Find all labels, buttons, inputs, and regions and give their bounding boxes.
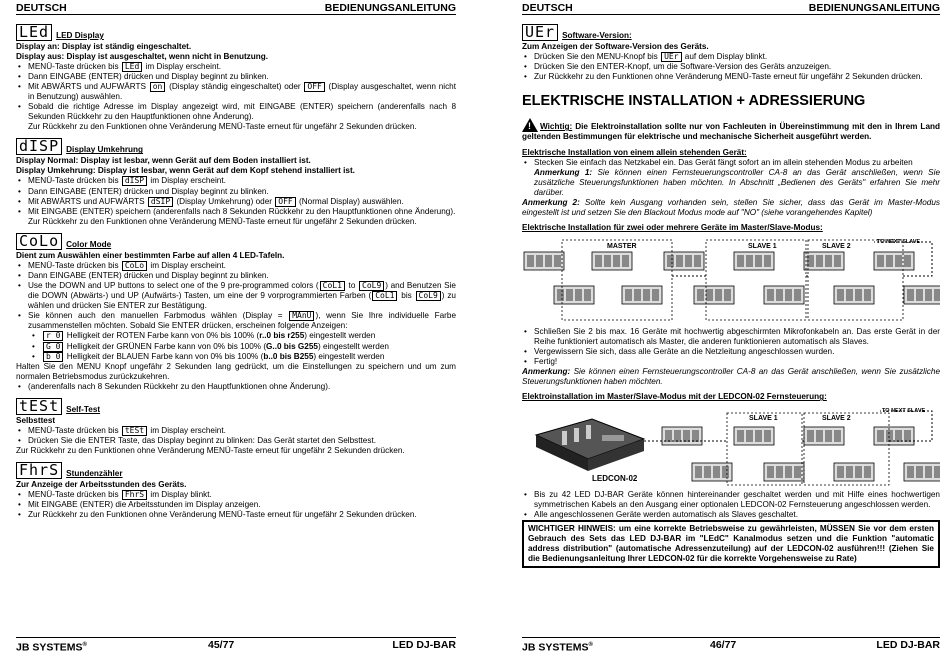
note: Anmerkung: Sie können einen Fernsteuerungscontroller CA-8 an das Gerät anschließen, wenn Sie zusätzliche Steuerungsfunktionen haben möchten. bbox=[522, 367, 940, 387]
led-bar-unit-icon bbox=[662, 427, 702, 445]
lcd-test-icon: tESt bbox=[16, 398, 62, 415]
list-item: • Dann EINGABE (ENTER) drücken und Display beginnt zu blinken. bbox=[16, 271, 456, 281]
led-bar-unit-icon bbox=[694, 286, 734, 304]
page-header bbox=[522, 2, 940, 15]
led-bar-unit-icon bbox=[622, 286, 662, 304]
lcd-disp-icon: dISP bbox=[16, 138, 62, 155]
section-software-version bbox=[522, 24, 940, 82]
header-language: DEUTSCH bbox=[522, 2, 573, 14]
note-2: Anmerkung 2: Sollte kein Ausgang vorhanden sein, stellen Sie sicher, dass das Gerät im Master-Modus eingestellt ist und setzen Sie den Blackout Modus mode auf "NO" (siehe vorangehendes Kapitel) bbox=[522, 198, 940, 218]
lcd-inline: UEr bbox=[661, 52, 681, 62]
desc-line: Zur Anzeige der Arbeitsstunden des Geräts. bbox=[16, 480, 187, 490]
master-label: MASTER bbox=[607, 243, 637, 251]
led-bar-unit-icon bbox=[874, 252, 914, 270]
section-title: LED Display bbox=[56, 31, 104, 40]
lcd-version-icon: UEr bbox=[522, 24, 558, 41]
list-item: • r 0 Helligkeit der ROTEN Farbe kann von 0% bis 100% (r..0 bis r255) eingestellt werden bbox=[16, 331, 456, 341]
led-bar-unit-icon bbox=[734, 427, 774, 445]
right-body bbox=[522, 24, 940, 568]
important-notice: WICHTIGER HINWEIS: um eine korrekte Betriebsweise zu gewährleisten, MÜSSEN Sie vor dem ersten Gebrauch des Sets das LED DJ-BAR im "LEdC" Kanalmodus setzen und die Funktion "automatic address distribution" (automatische Adressenzuteilung) auf der LEDCON-02 ausführen!!! (Ziehen Sie die Bedienungsanleitung Ihrer LEDCON-02 für die korrekte Vorgehensweise zu Rate) bbox=[522, 520, 940, 568]
desc-line: Display Umkehrung: Display ist lesbar, wenn Gerät auf dem Kopf stehend installiert ist. bbox=[16, 166, 355, 176]
chapter-title: ELEKTRISCHE INSTALLATION + ADRESSIERUNG bbox=[522, 93, 866, 110]
list-item: • Schließen Sie 2 bis max. 16 Geräte mit hochwertig abgeschirmten Mikrofonkabeln an. Das erste Gerät in der Reihe funktioniert automatisch als Master, die anderen funktionieren automatisch als Slaves. bbox=[522, 327, 940, 347]
led-bar-unit-icon bbox=[834, 286, 874, 304]
lcd-hours-icon: FhrS bbox=[16, 462, 62, 479]
subsection-title: Elektrische Installation von einem allein stehenden Gerät: bbox=[522, 148, 747, 158]
header-language: DEUTSCH bbox=[16, 2, 67, 14]
next-slave-label: TO NEXT SLAVE bbox=[877, 239, 921, 246]
list-item: • Vergewissern Sie sich, dass alle Geräte an die Netzleitung angeschlossen wurden. bbox=[522, 347, 940, 357]
section-led-display bbox=[16, 24, 456, 132]
return-note: Zur Rückkehr zu den Funktionen ohne Veränderung MENÜ-Taste erneut für ungefähr 2 Sekunden drücken. bbox=[16, 446, 405, 456]
footer-page-number: 45/77 bbox=[208, 639, 235, 651]
footer-brand: JB SYSTEMS® bbox=[16, 641, 87, 654]
list-item: • G 0 Helligkeit der GRÜNEN Farbe kann von 0% bis 100% (G..0 bis G255) eingestellt werden bbox=[16, 342, 456, 352]
lcd-inline: CoL9 bbox=[416, 291, 441, 301]
section-title: Display Umkehrung bbox=[66, 145, 144, 155]
section-self-test bbox=[16, 398, 456, 456]
lcd-inline: CoL1 bbox=[320, 281, 345, 291]
page-footer bbox=[522, 637, 940, 652]
list-item: • MENÜ-Taste drücken bis FhrS im Display blinkt. bbox=[16, 490, 456, 500]
list-item: • Mit EINGABE (ENTER) speichern (anderenfalls nach 8 Sekunden Rückkehr zu den Hauptfunktionen ohne Änderung). bbox=[16, 207, 456, 217]
hold-note: Halten Sie den MENU Knopf ungefähr 2 Sekunden lang gedrückt, um die Einstellungen zu speichern und um zum normalen Betriebsmodus zurückzukehren. bbox=[16, 361, 456, 381]
section-color-mode bbox=[16, 233, 456, 392]
subsection-title: Elektroinstallation im Master/Slave-Modus mit der LEDCON-02 Fernsteuerung: bbox=[522, 392, 827, 402]
list-item: • (anderenfalls nach 8 Sekunden Rückkehr zu den Hauptfunktionen ohne Änderung). bbox=[16, 382, 456, 392]
lcd-inline: dSIP bbox=[148, 197, 173, 207]
list-item: • MENÜ-Taste drücken bis CoLo im Display erscheint. bbox=[16, 261, 456, 271]
lcd-inline: CoL1 bbox=[372, 291, 397, 301]
led-bar-unit-icon bbox=[874, 427, 914, 445]
note-1: Anmerkung 1: Sie können einen Fernsteuerungscontroller CA-8 an das Gerät anschließen, wenn Sie zusätzliche Steuerungsfunktionen haben möchten. In Abschnitt „Bedienen des Geräts" erfahren Sie mehr darüber. bbox=[534, 168, 940, 198]
list-item: • Stecken Sie einfach das Netzkabel ein. Das Gerät fängt sofort an im allein stehenden Modus zu arbeiten bbox=[522, 158, 940, 168]
page-header bbox=[16, 2, 456, 15]
led-bar-unit-icon bbox=[692, 463, 732, 481]
lcd-inline: MAnU bbox=[289, 311, 314, 321]
section-display-inversion bbox=[16, 138, 456, 226]
led-bar-unit-icon bbox=[764, 286, 804, 304]
desc-line: Display Normal: Display ist lesbar, wenn Gerät auf dem Boden installiert ist. bbox=[16, 156, 311, 166]
lcd-inline: FhrS bbox=[122, 490, 147, 500]
desc-line: Display an: Display ist ständig eingeschaltet. bbox=[16, 42, 192, 51]
section-hours bbox=[16, 462, 456, 520]
list-item: • MENÜ-Taste drücken bis LEd im Display erscheint. bbox=[16, 62, 456, 72]
ledcon-wiring bbox=[522, 405, 940, 487]
ledcon-controller-icon bbox=[536, 419, 644, 471]
lcd-inline: tESt bbox=[122, 426, 147, 436]
list-item: • Zur Rückkehr zu den Funktionen ohne Veränderung MENÜ-Taste erneut für ungefähr 2 Sekunden drücken. bbox=[522, 72, 940, 82]
list-item: • MENÜ-Taste drücken bis dISP im Display erscheint. bbox=[16, 176, 456, 186]
list-item: • Sie können auch den manuellen Farbmodus wählen (Display = MAnU ), wenn Sie Ihre individuelle Farbe zusammenstellen möchten. Sobald Sie ENTER drücken, erscheinen folgende Anzeigen: bbox=[16, 311, 456, 331]
ledcon-diagram bbox=[522, 405, 940, 487]
list-item: • Bis zu 42 LED DJ-BAR Geräte können hintereinander geschaltet werden und mit Hilfe eines hochwertigen symmetrischen Kabels an den Ausgang einer optionalen LEDCON-02 Fernsteuerung angeschlossen werden. bbox=[522, 490, 940, 510]
list-item: • Mit EINGABE (ENTER) die Arbeitsstunden im Display anzeigen. bbox=[16, 500, 456, 510]
list-item: • Fertig! bbox=[522, 357, 940, 367]
led-bar-unit-icon bbox=[834, 463, 874, 481]
list-item: • Drücken Sie die ENTER Taste, das Display beginnt zu blinken: Das Gerät startet den Selbsttest. bbox=[16, 436, 456, 446]
list-item: • Mit ABWÄRTS und AUFWÄRTS dSIP (Display Umkehrung) oder OFF (Normal Display) auswählen. bbox=[16, 197, 456, 207]
list-item: • b 0 Helligkeit der BLAUEN Farbe kann von 0% bis 100% (b..0 bis B255) eingestellt werden bbox=[16, 352, 456, 362]
warning-paragraph: ! Wichtig: Die Elektroinstallation sollte nur von Fachleuten in Übereinstimmung mit den in Ihrem Land geltenden Bestimmungen für elektrische und mechanische Sicherheit ausgeführt werden. bbox=[522, 118, 940, 142]
slave1-label: SLAVE 1 bbox=[749, 415, 778, 423]
list-item: • Zur Rückkehr zu den Funktionen ohne Veränderung MENÜ-Taste erneut für ungefähr 2 Sekunden drücken. bbox=[16, 510, 456, 520]
list-item: • Dann EINGABE (ENTER) drücken und Display beginnt zu blinken. bbox=[16, 187, 456, 197]
lcd-led-icon: LEd bbox=[16, 24, 52, 41]
right-page bbox=[522, 0, 940, 654]
lcd-inline: dISP bbox=[122, 176, 147, 186]
led-bar-unit-icon bbox=[664, 252, 704, 270]
master-slave-wiring bbox=[522, 236, 940, 324]
section-title: Software-Version: bbox=[562, 31, 632, 40]
list-item: • Mit ABWÄRTS und AUFWÄRTS on (Display ständig eingeschaltet) oder OFF (Display ausgeschaltet, wenn nicht in Benutzung) auswählen. bbox=[16, 82, 456, 102]
footer-brand: JB SYSTEMS® bbox=[522, 641, 593, 654]
lcd-inline: CoL9 bbox=[359, 281, 384, 291]
section-title: Stundenzähler bbox=[66, 469, 123, 479]
led-bar-unit-icon bbox=[554, 286, 594, 304]
slave2-label: SLAVE 2 bbox=[822, 243, 851, 251]
controller-label: LEDCON-02 bbox=[592, 474, 638, 484]
lcd-inline: OFF bbox=[304, 82, 324, 92]
led-bar-unit-icon bbox=[804, 252, 844, 270]
lcd-color-icon: CoLo bbox=[16, 233, 62, 250]
lcd-inline: r 0 bbox=[43, 331, 63, 341]
slave2-label: SLAVE 2 bbox=[822, 415, 851, 423]
master-slave-diagram bbox=[522, 236, 940, 324]
next-slave-label: TO NEXT SLAVE bbox=[882, 408, 926, 415]
page-footer bbox=[16, 637, 456, 652]
header-title: BEDIENUNGSANLEITUNG bbox=[808, 2, 940, 14]
return-note: Zur Rückkehr zu den Funktionen ohne Veränderung MENÜ-Taste erneut für ungefähr 2 Sekunden drücken. bbox=[28, 122, 417, 132]
led-bar-unit-icon bbox=[904, 463, 940, 481]
lcd-inline: CoLo bbox=[122, 261, 147, 271]
lcd-inline: G 0 bbox=[43, 342, 63, 352]
section-title: Self-Test bbox=[66, 404, 101, 414]
left-body bbox=[16, 24, 456, 526]
warning-icon: ! bbox=[522, 118, 538, 132]
list-item: • Drücken Sie den ENTER-Knopf, um die Software-Version des Geräts anzuzeigen. bbox=[522, 62, 940, 72]
list-item: • Use the DOWN and UP buttons to select one of the 9 pre-programmed colors ( CoL1 to CoL9 ) and Benutzen Sie die DOWN (Abwärts-) und UP (Aufwärts-) Tasten, um eine der 9 vorprogrammierten Farben ( CoL1 bis CoL9 ) zu wählen und drücken Sie ENTER zur Bestätigung. bbox=[16, 281, 456, 311]
led-bar-unit-icon bbox=[764, 463, 804, 481]
section-title: Color Mode bbox=[66, 239, 112, 249]
led-bar-unit-icon bbox=[734, 252, 774, 270]
left-page bbox=[16, 0, 456, 654]
led-bar-unit-icon bbox=[524, 252, 564, 270]
list-item: • Dann EINGABE (ENTER) drücken und Display beginnt zu blinken. bbox=[16, 72, 456, 82]
led-bar-unit-icon bbox=[904, 286, 940, 304]
list-item: • MENÜ-Taste drücken bis tESt im Display erscheint. bbox=[16, 426, 456, 436]
footer-product: LED DJ-BAR bbox=[876, 639, 940, 651]
led-bar-unit-icon bbox=[804, 427, 844, 445]
desc-line: Selbsttest bbox=[16, 415, 56, 425]
desc-line: Display aus: Display ist ausgeschaltet, wenn nicht in Benutzung. bbox=[16, 52, 269, 61]
lcd-inline: LEd bbox=[122, 62, 142, 72]
slave1-label: SLAVE 1 bbox=[748, 243, 777, 251]
desc-line: Dient zum Auswählen einer bestimmten Farbe auf allen 4 LED-Tafeln. bbox=[16, 250, 285, 260]
lcd-inline: on bbox=[150, 82, 166, 92]
header-title: BEDIENUNGSANLEITUNG bbox=[324, 2, 456, 14]
lcd-inline: b 0 bbox=[43, 352, 63, 362]
list-item: • Drücken Sie den MENU-Knopf bis UEr auf dem Display blinkt. bbox=[522, 52, 940, 62]
led-bar-unit-icon bbox=[592, 252, 632, 270]
subsection-title: Elektrische Installation für zwei oder mehrere Geräte im Master/Slave-Modus: bbox=[522, 223, 823, 233]
list-item: • Sobald die richtige Adresse im Display angezeigt wird, mit EINGABE (ENTER) speichern (anderenfalls nach 8 Sekunden Rückkehr zu den Hauptfunktionen ohne Änderung). bbox=[16, 102, 456, 122]
footer-product: LED DJ-BAR bbox=[392, 639, 456, 651]
footer-page-number: 46/77 bbox=[710, 639, 737, 651]
desc-line: Zum Anzeigen der Software-Version des Geräts. bbox=[522, 42, 709, 51]
lcd-inline: OFF bbox=[275, 197, 295, 207]
return-note: Zur Rückkehr zu den Funktionen ohne Veränderung MENÜ-Taste erneut für ungefähr 2 Sekunden drücken. bbox=[28, 216, 417, 226]
list-item: • Alle angeschlossenen Geräte werden automatisch als Slaves geschaltet. bbox=[522, 510, 940, 520]
